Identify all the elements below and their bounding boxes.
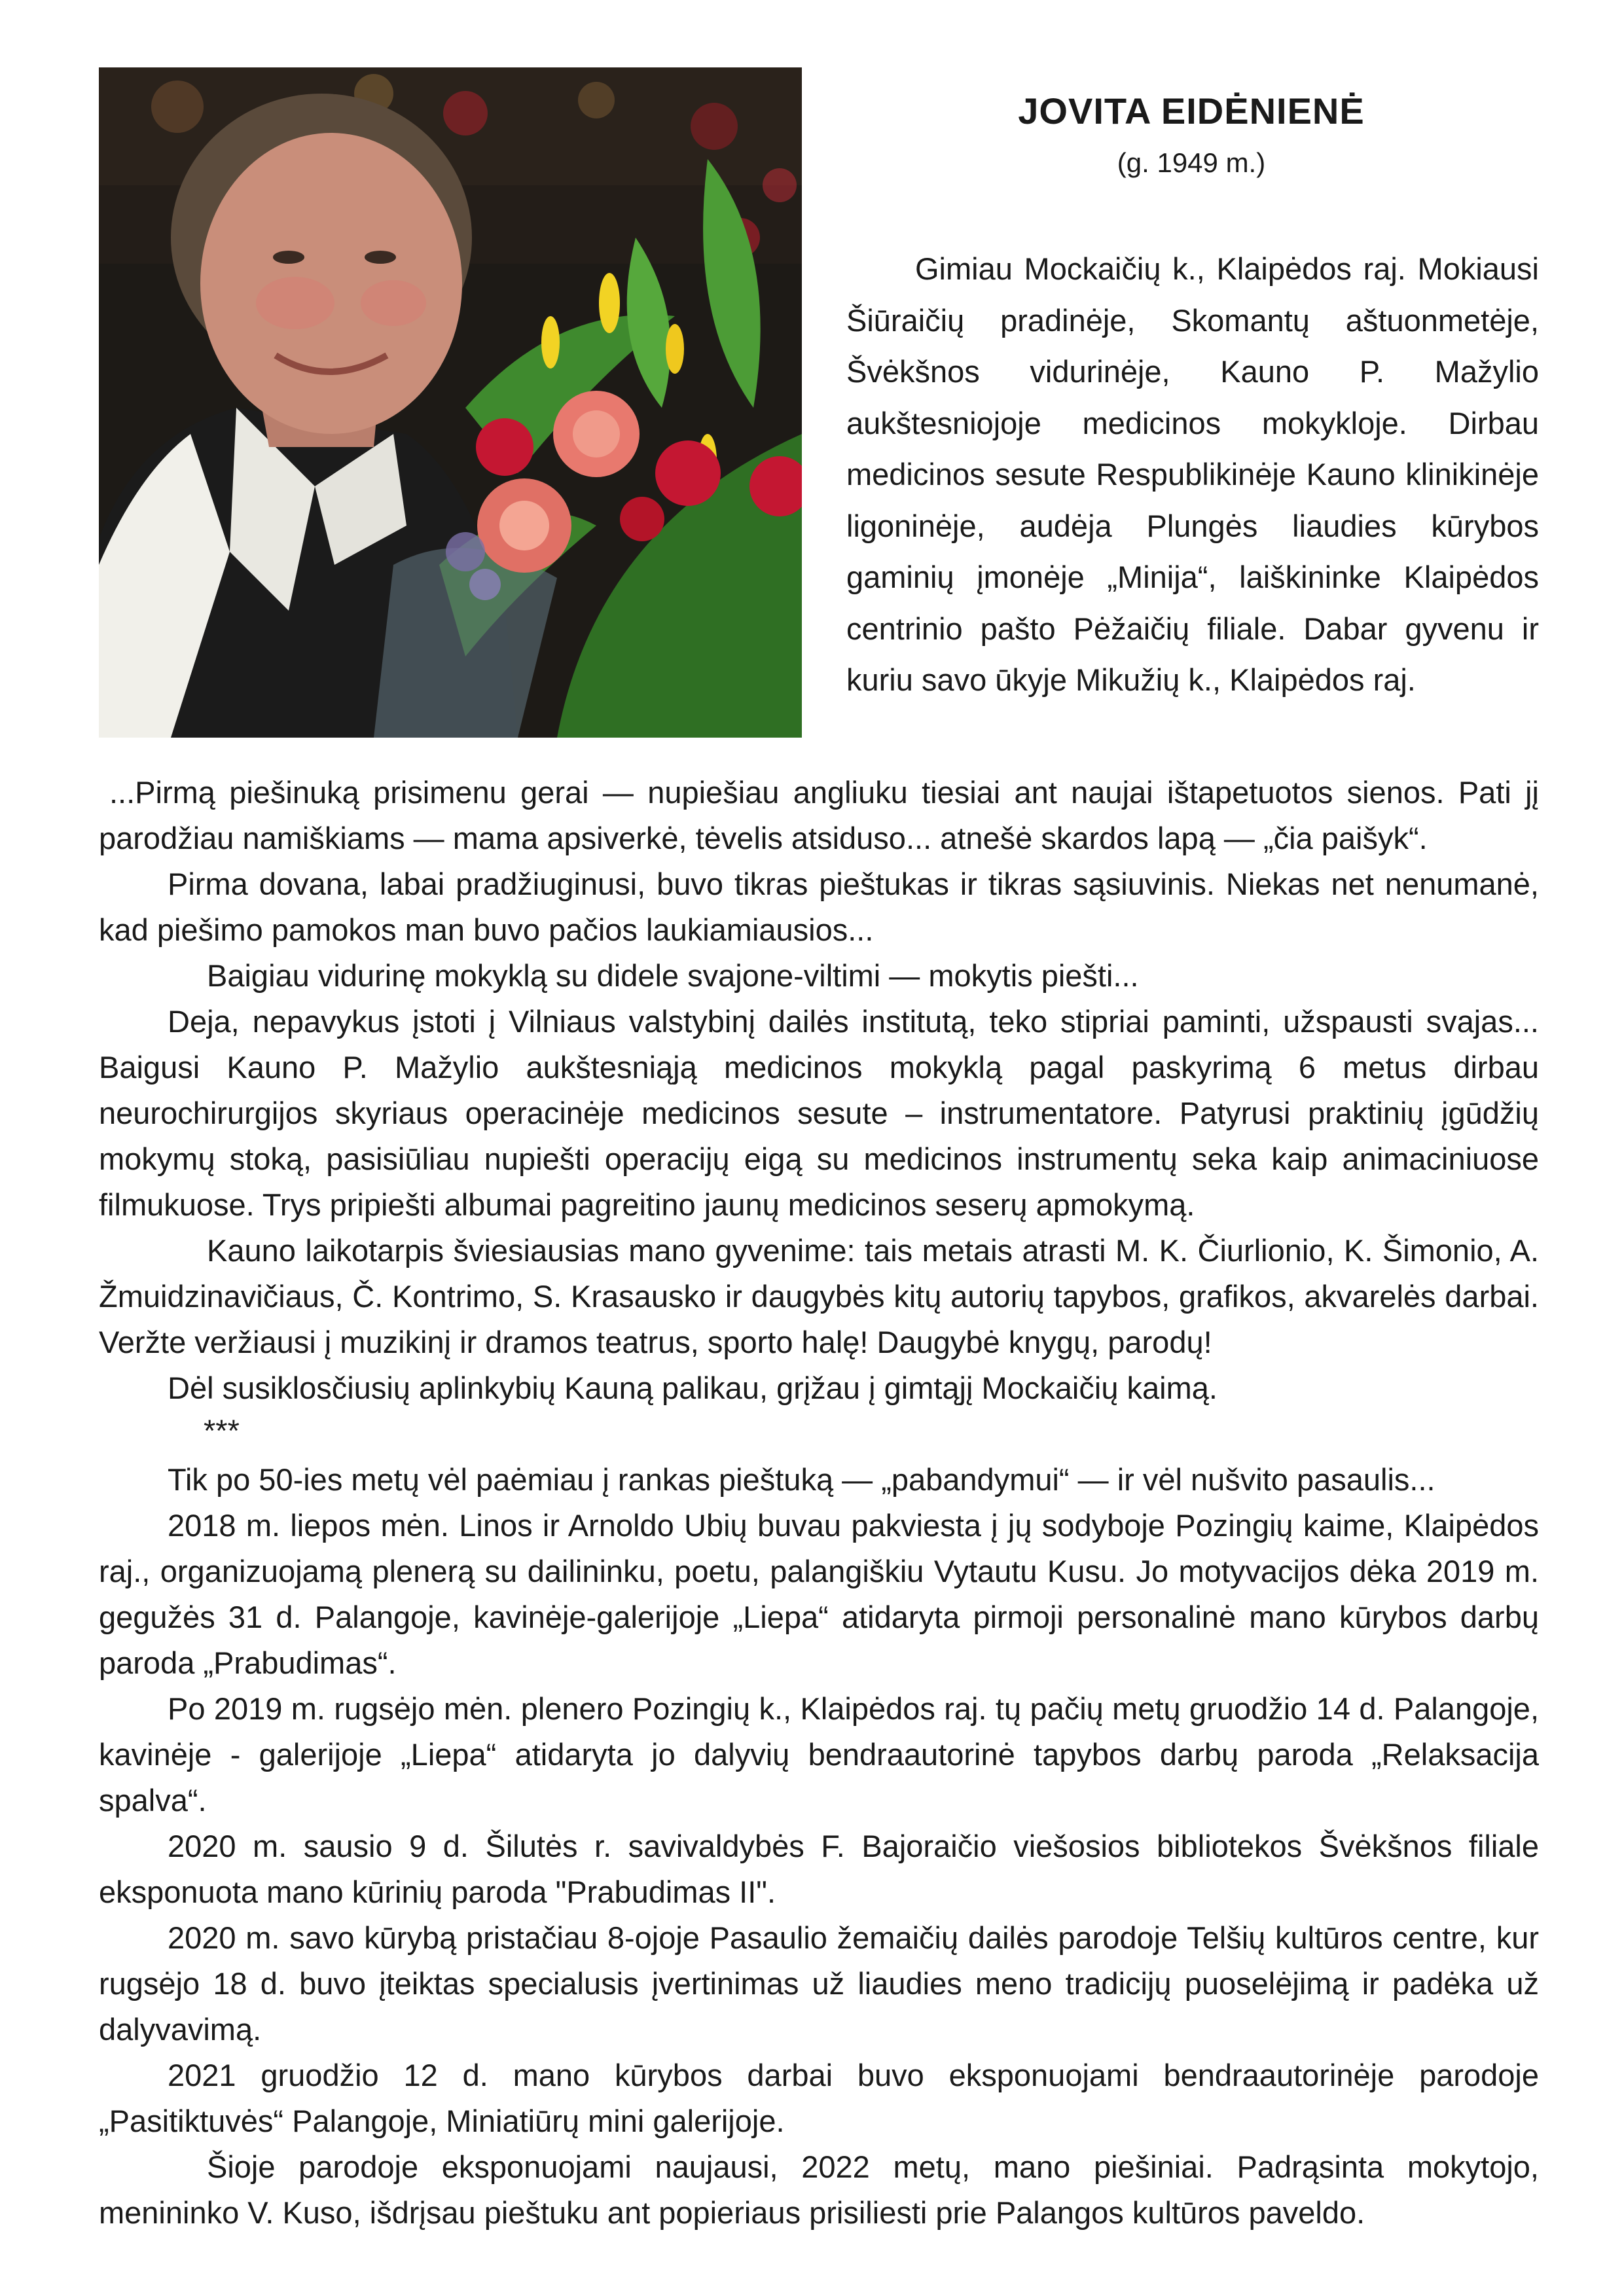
- paragraph: Tik po 50-ies metų vėl paėmiau į rankas pieštuką — „pabandymui“ — ir vėl nušvito pasaulis...: [168, 1462, 1435, 1497]
- paragraph: Deja, nepavykus įstoti į Vilniaus valstybinį dailės institutą, teko stipriai paminti, užspausti svajas... Baigusi Kauno P. Mažylio aukštesniąją medicinos mokyklą pagal paskyrimą 6 metus dirbau neurochirurgijos skyriaus operacinėje medicinos sesute – instrumentatore. Patyrusi praktinių įgūdžių mokymų stoką, pasisiūliau nupiešti operacijų eigą su medicinos instrumentų seka kaip animaciniuose filmukuose. Trys pripiešti albumai pagreitino jaunų medicinos seserų apmokymą.: [99, 1004, 1539, 1222]
- paragraph: Kauno laikotarpis šviesiausias mano gyvenime: tais metais atrasti M. K. Čiurlionio, K. Šimonio, A. Žmuidzinavičiaus, Č. Kontrimo, S. Krasausko ir daugybės kitų autorių tapybos, grafikos, akvarelės darbai. Veržte veržiausi į muzikinį ir dramos teatrus, sporto halę! Daugybė knygų, parodų!: [99, 1233, 1539, 1359]
- paragraph: Baigiau vidurinę mokyklą su didele svajone-viltimi — mokytis piešti...: [207, 958, 1139, 993]
- portrait-photo: [99, 67, 802, 738]
- author-name: JOVITA EIDĖNIENĖ: [1018, 90, 1365, 132]
- birth-year: (g. 1949 m.): [1117, 147, 1266, 178]
- paragraph: 2020 m. sausio 9 d. Šilutės r. savivaldybės F. Bajoraičio viešosios bibliotekos Švėkšnos filiale eksponuota mano kūrinių paroda "Prabudimas II".: [99, 1829, 1539, 1909]
- portrait-photo-icon: [99, 67, 802, 738]
- paragraph: 2018 m. liepos mėn. Linos ir Arnoldo Ubių buvau pakviesta į jų sodyboje Pozingių kaime, Klaipėdos raj., organizuojamą plenerą su dailininku, poetu, palangiškiu Vytautu Kusu. Jo motyvacijos dėka 2019 m. gegužės 31 d. Palangoje, kavinėje-galerijoje „Liepa“ atidaryta pirmoji personalinė mano kūrybos darbų paroda „Prabudimas“.: [99, 1508, 1539, 1680]
- section-separator: ***: [204, 1413, 240, 1448]
- intro-paragraph: Gimiau Mockaičių k., Klaipėdos raj. Mokiausi Šiūraičių pradinėje, Skomantų aštuonmetėje, Švėkšnos vidurinėje, Kauno P. Mažylio aukštesniojoje medicinos mokykloje. Dirbau medicinos sesute Respublikinėje Kauno klinikinėje ligoninėje, audėja Plungės liaudies kūrybos gaminių įmonėje „Minija“, laiškininke Klaipėdos centrinio pašto Pėžaičių filiale. Dabar gyvenu ir kuriu savo ūkyje Mikužių k., Klaipėdos raj.: [846, 251, 1539, 697]
- paragraph: 2020 m. savo kūrybą pristačiau 8-ojoje Pasaulio žemaičių dailės parodoje Telšių kultūros centre, kur rugsėjo 18 d. buvo įteiktas specialusis įvertinimas už liaudies meno tradicijų puoselėjimą ir padėka už dalyvavimą.: [99, 1920, 1539, 2047]
- biography-text: [99, 770, 1539, 2236]
- paragraph: Pirma dovana, labai pradžiuginusi, buvo tikras pieštukas ir tikras sąsiuvinis. Niekas net nenumanė, kad piešimo pamokos man buvo pačios laukiamiausios...: [99, 867, 1539, 947]
- paragraph: Po 2019 m. rugsėjo mėn. plenero Pozingių k., Klaipėdos raj. tų pačių metų gruodžio 14 d. Palangoje, kavinėje - galerijoje „Liepa“ atidaryta jo dalyvių bendraautorinė tapybos darbų paroda „Relaksacija spalva“.: [99, 1691, 1539, 1818]
- paragraph: Šioje parodoje eksponuojami naujausi, 2022 metų, mano piešiniai. Padrąsinta mokytojo, menininko V. Kuso, išdrįsau pieštuku ant popieriaus prisiliesti prie Palangos kultūros paveldo.: [99, 2149, 1539, 2230]
- paragraph: Dėl susiklosčiusių aplinkybių Kauną palikau, grįžau į gimtąjį Mockaičių kaimą.: [168, 1371, 1218, 1405]
- paragraph: ...Pirmą piešinuką prisimenu gerai — nupiešiau angliuku tiesiai ant naujai ištapetuotos sienos. Pati jį parodžiau namiškiams — mama apsiverkė, tėvelis atsiduso... atnešė skardos lapą — „čia paišyk“.: [99, 775, 1539, 855]
- paragraph: 2021 gruodžio 12 d. mano kūrybos darbai buvo eksponuojami bendraautorinėje parodoje „Pasitiktuvės“ Palangoje, Miniatiūrų mini galerijoje.: [99, 2058, 1539, 2138]
- header: [844, 88, 1538, 183]
